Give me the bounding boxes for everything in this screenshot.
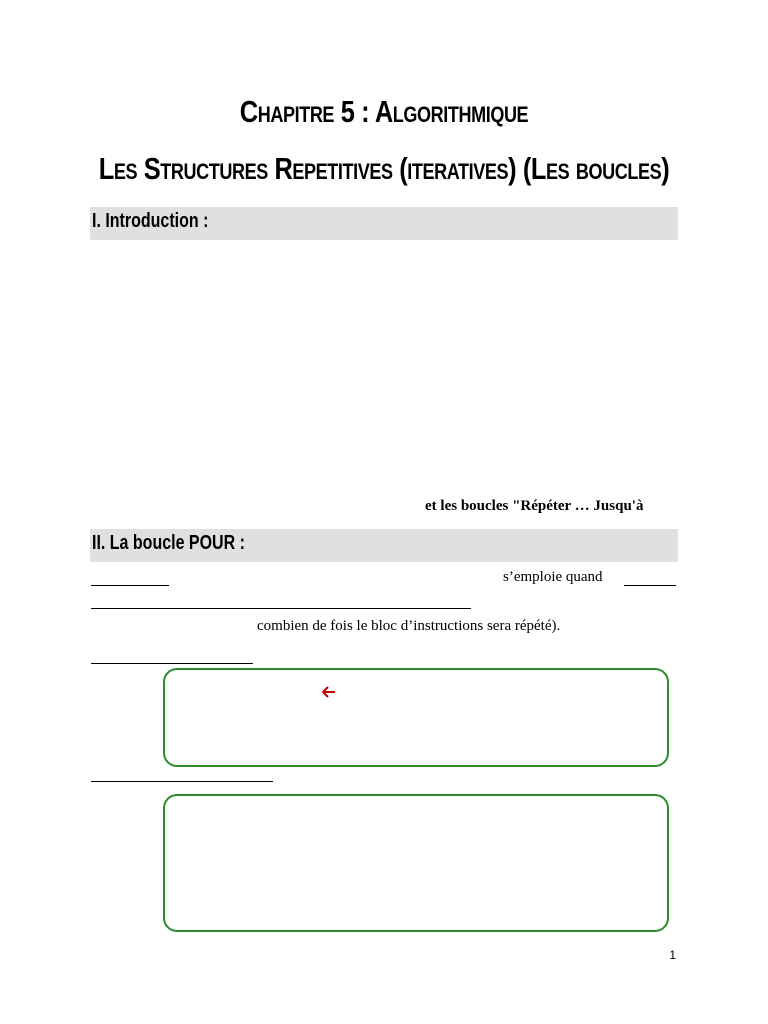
- chapter-subtitle: Les Structures Repetitives (iteratives) (Les boucles): [98, 151, 670, 186]
- section-header-introduction: [90, 207, 678, 240]
- example-box: [163, 794, 669, 932]
- left-arrow-icon: [320, 683, 338, 701]
- section-label: II. La boucle POUR :: [92, 532, 245, 554]
- fill-blank-line: [91, 585, 169, 586]
- fill-blank-line: [624, 585, 676, 586]
- section-label: I. Introduction :: [92, 210, 209, 232]
- syntax-box: [163, 668, 669, 767]
- emploie-text: s’emploie quand: [503, 569, 603, 585]
- fill-blank-line: [91, 663, 253, 664]
- combien-text: combien de fois le bloc d’instructions sera répété).: [257, 618, 561, 634]
- page-number: 1: [669, 948, 676, 962]
- fill-blank-line: [91, 781, 273, 782]
- chapter-title: Chapitre 5 : Algorithmique: [239, 94, 529, 129]
- intro-fragment-text: et les boucles "Répéter … Jusqu'à: [425, 498, 644, 514]
- fill-blank-line: [91, 608, 471, 609]
- section-header-pour: [90, 529, 678, 562]
